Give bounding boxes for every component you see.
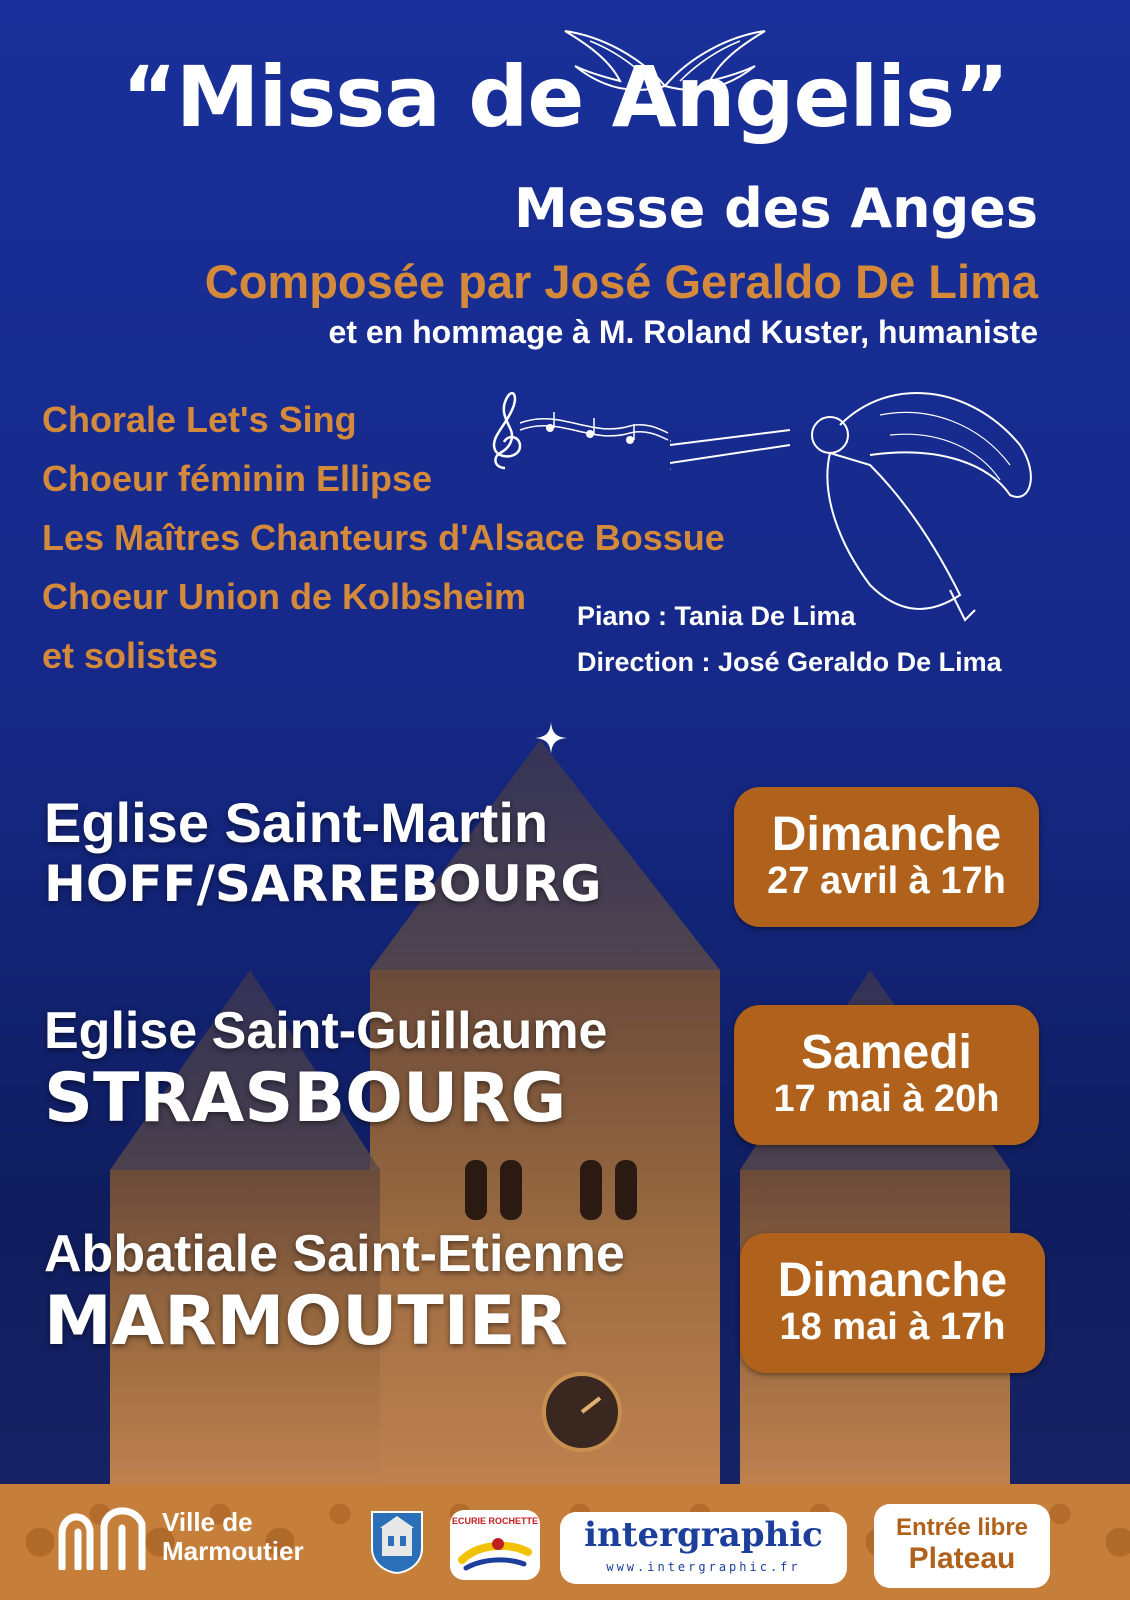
entry-line2: Plateau xyxy=(908,1542,1016,1575)
coat-of-arms-icon xyxy=(370,1510,424,1574)
ecurie-logo xyxy=(450,1510,540,1580)
concert-day: Samedi xyxy=(801,1025,972,1079)
ville-logo xyxy=(56,1504,304,1570)
entry-badge xyxy=(874,1504,1050,1588)
choir-item: Chorale Let's Sing xyxy=(42,399,357,440)
footer-band xyxy=(0,1484,1130,1600)
choir-item: Les Maîtres Chanteurs d'Alsace Bossue xyxy=(42,517,725,558)
venue-city: HOFF/SARREBOURG xyxy=(44,855,602,913)
ville-line1: Ville de xyxy=(162,1507,253,1538)
concert-time: 17 mai à 20h xyxy=(773,1078,1000,1121)
star-icon xyxy=(535,722,567,754)
concert-date-box xyxy=(740,1233,1045,1373)
concert-day: Dimanche xyxy=(777,1253,1008,1307)
concert-venue xyxy=(44,1002,608,1138)
ville-logo-icon xyxy=(56,1504,152,1570)
poster-subtitle: Messe des Anges xyxy=(514,177,1038,240)
choir-item: Choeur Union de Kolbsheim xyxy=(42,576,527,617)
concert-day: Dimanche xyxy=(771,807,1002,861)
concert-date-box xyxy=(734,1005,1039,1145)
ville-name xyxy=(162,1508,304,1565)
venue-name: Eglise Saint-Guillaume xyxy=(44,1002,608,1060)
ecurie-text: ECURIE ROCHETTE xyxy=(451,1516,538,1526)
trumpet-angel-icon xyxy=(670,385,1050,630)
sponsor-name: intergraphic xyxy=(584,1515,823,1555)
entry-line1: Entrée libre xyxy=(895,1514,1029,1541)
choir-item: Choeur féminin Ellipse xyxy=(42,458,433,499)
venue-city: STRASBOURG xyxy=(44,1059,567,1138)
venue-name: Abbatiale Saint-Etienne xyxy=(44,1225,625,1283)
poster-title: “Missa de Angelis” xyxy=(121,48,1009,146)
horse-rider-icon xyxy=(458,1530,532,1576)
choir-item: et solistes xyxy=(42,635,219,676)
treble-clef-icon xyxy=(480,388,670,478)
concert-time: 18 mai à 17h xyxy=(779,1306,1006,1349)
composer-line: Composée par José Geraldo De Lima xyxy=(204,255,1038,308)
concert-venue xyxy=(44,791,602,913)
concert-time: 27 avril à 17h xyxy=(767,860,1006,903)
concert-date-box xyxy=(734,787,1039,927)
concert-venue xyxy=(44,1225,625,1361)
sponsor-url: www.intergraphic.fr xyxy=(606,1560,801,1574)
direction-credit: Direction : José Geraldo De Lima xyxy=(577,647,1002,677)
credits xyxy=(577,603,1002,695)
venue-city: MARMOUTIER xyxy=(44,1282,568,1361)
piano-credit: Piano : Tania De Lima xyxy=(577,601,856,631)
intergraphic-logo xyxy=(560,1512,847,1584)
ville-line2: Marmoutier xyxy=(162,1536,304,1566)
venue-name: Eglise Saint-Martin xyxy=(44,791,549,854)
tribute-line: et en hommage à M. Roland Kuster, humaniste xyxy=(328,314,1038,350)
